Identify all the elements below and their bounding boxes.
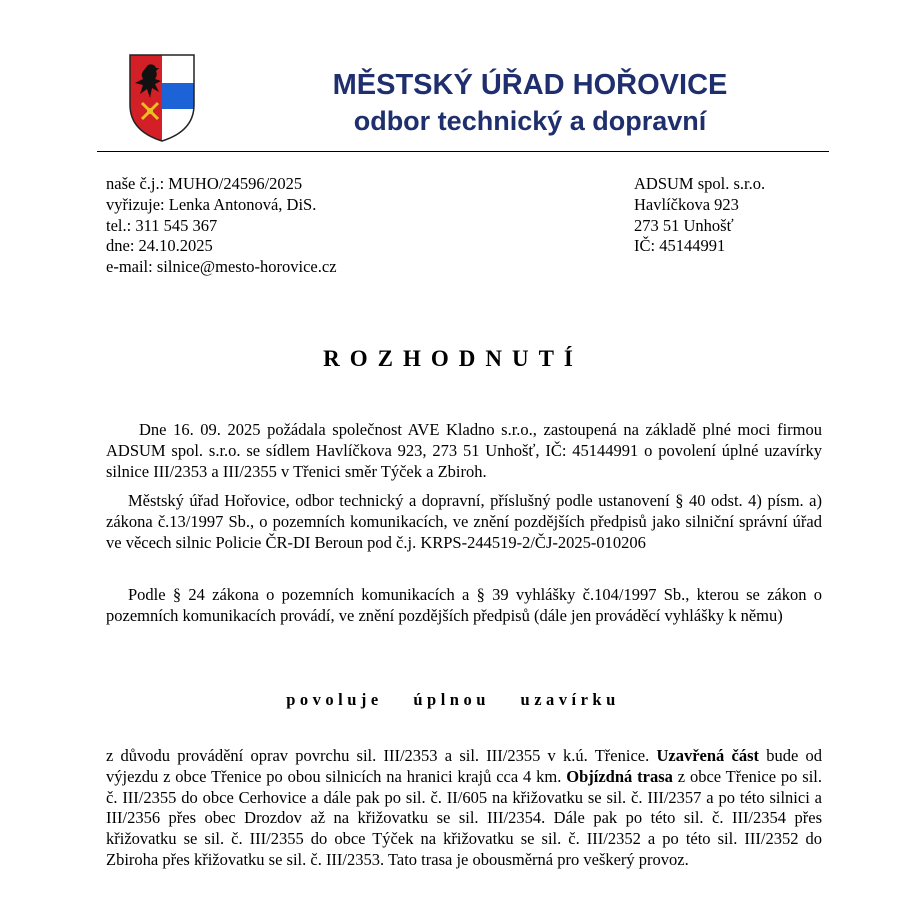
recipient-city: 273 51 Unhošť [634, 215, 734, 235]
closure-reason: z důvodu provádění oprav povrchu sil. III/2353 a sil. III/2355 v k.ú. Třenice. [106, 746, 650, 765]
header-divider [97, 151, 829, 152]
recipient-name: ADSUM spol. s.r.o. [634, 174, 766, 193]
recipient-block [634, 174, 765, 257]
email: e-mail: silnice@mesto-horovice.cz [106, 257, 337, 277]
paragraph-legal-basis: Podle § 24 zákona o pozemních komunikacích a § 39 vyhlášky č.104/1997 Sb., kterou se zákon o pozemních komunikacích provádí, ve znění pozdějších předpisů (dále jen prováděcí vyhlášky k němu) [106, 585, 822, 625]
reference-number: naše č.j.: MUHO/24596/2025 [106, 174, 303, 193]
paragraph-authority: Městský úřad Hořovice, odbor technický a dopravní, příslušný podle ustanovení § 40 odst. 4) písm. a) zákona č.13/1997 Sb., o pozemních komunikacích, ve znění pozdějších předpisů jako silniční správní úřad ve věcech silnic Policie ČR-DI Beroun pod č.j. KRPS-244519-2/ČJ-2025-010206 [106, 491, 822, 552]
recipient-street: Havlíčkova 923 [634, 194, 739, 214]
handler: vyřizuje: Lenka Antonová, DiS. [106, 194, 317, 214]
phone: tel.: 311 545 367 [106, 215, 218, 235]
department-name: odbor technický a dopravní [353, 106, 707, 136]
detour-label: Objízdná trasa [566, 766, 673, 786]
closed-section-text: bude od výjezdu z obce Třenice po obou silnicích na hranici krajů cca 4 km. [106, 746, 823, 786]
document-heading: ROZHODNUTÍ [323, 346, 583, 371]
sender-block [106, 174, 337, 278]
date: dne: 24.10.2025 [106, 236, 213, 256]
paragraph-closure-details [106, 746, 822, 871]
decision-subheading: povoluje úplnou uzavírku [286, 690, 620, 709]
horovice-coat-of-arms-icon [128, 53, 196, 143]
detour-route-text: z obce Třenice po sil. č. III/2355 do obce Cerhovice a dále pak po sil. č. II/605 na křižovatku se sil. č. III/2357 a po této silnici a III/2356 přes obec Drozdov až na křižovatku se sil. III/2354. Dále pak po této sil. č. III/2354 přes křižovatku se sil. č. III/2355 do obce Týček na křižovatku se sil. č. III/2352 a po této sil. III/2352 do Zbiroha přes křižovatku se sil. č. III/2353. Tato trasa je obousměrná pro veškerý provoz. [106, 766, 823, 869]
recipient-ico: IČ: 45144991 [634, 236, 726, 256]
closed-section-label: Uzavřená část [656, 746, 759, 765]
office-name: MĚSTSKÝ ÚŘAD HOŘOVICE [332, 69, 728, 101]
paragraph-request: Dne 16. 09. 2025 požádala společnost AVE Kladno s.r.o., zastoupená na základě plné moci firmou ADSUM spol. s.r.o. se sídlem Havlíčkova 923, 273 51 Unhošť, IČ: 45144991 o povolení úplné uzavírky silnice III/2353 a III/2355 v Třenici směr Týček a Zbiroh. [106, 420, 822, 481]
